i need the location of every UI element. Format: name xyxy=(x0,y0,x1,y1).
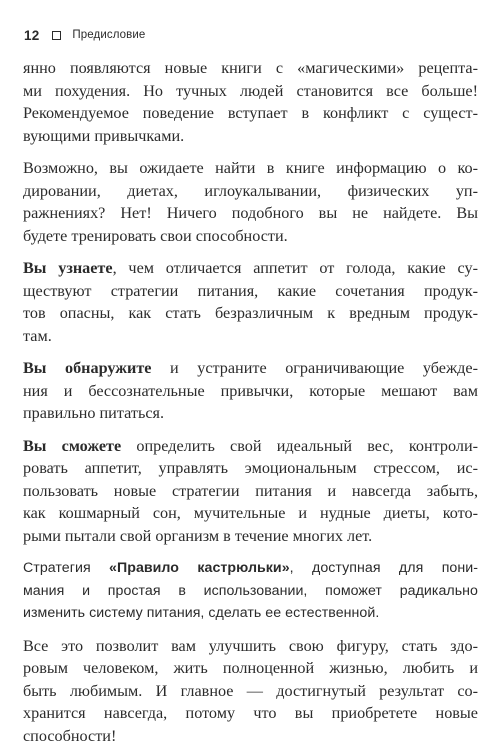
text-line: как кошмарный сон, мучительные и нудные диеты, кото- xyxy=(23,504,478,522)
text-line: будете тренировать свои способности. xyxy=(23,226,288,245)
text-line: ния и бессознательные привычки, которые мешают вам xyxy=(23,381,478,400)
text-line: правильно питаться. xyxy=(23,404,165,422)
text-line: янно появляются новые книги с «магическими» рецепта- xyxy=(23,59,478,77)
text-fragment: Стратегия xyxy=(23,560,110,576)
text-line xyxy=(23,435,478,458)
text-line: вующими привычками. xyxy=(23,126,185,145)
text-line: ражнениях? Нет! Ничего подобного вы не найдете. Вы xyxy=(23,204,478,222)
running-header xyxy=(24,26,145,44)
body-text xyxy=(23,57,478,747)
text-line: тов опасны, как стать безразличным к вредным продук- xyxy=(23,304,478,322)
paragraph-2 xyxy=(23,157,478,247)
text-line: ми похудения. Но тучных людей становится все больше! xyxy=(23,81,478,100)
text-fragment: и устраните ограничивающие убежде- xyxy=(151,359,478,377)
bold-lead: Вы сможете xyxy=(23,436,122,455)
paragraph-able xyxy=(23,435,478,548)
text-line: ровать аппетит, управлять эмоциональным стрессом, ис- xyxy=(23,459,478,477)
text-line: пользовать новые стратегии питания и навсегда забыть, xyxy=(23,481,478,500)
text-fragment: , чем отличается аппетит от голода, какие су- xyxy=(112,259,478,277)
text-line: там. xyxy=(23,326,52,345)
paragraph-discover xyxy=(23,357,478,425)
text-line: быть любимым. И главное — достигнутый результат со- xyxy=(23,681,478,700)
text-line: дировании, диетах, иглоукалывании, физических уп- xyxy=(23,181,478,200)
text-fragment: , доступная для пони- xyxy=(289,560,478,576)
paragraph-final xyxy=(23,635,478,748)
square-icon xyxy=(52,31,61,40)
paragraph-strategy xyxy=(23,557,478,625)
text-line: ществуют стратегии питания, какие сочетания продук- xyxy=(23,281,478,300)
text-line: мания и простая в использовании, поможет радикально xyxy=(23,582,478,599)
paragraph-1 xyxy=(23,57,478,147)
text-line: изменить систему питания, сделать ее естественной. xyxy=(23,605,380,621)
page-number: 12 xyxy=(24,27,40,43)
text-line: Все это позволит вам улучшить свою фигуру, стать здо- xyxy=(23,636,478,655)
text-line xyxy=(23,257,478,280)
text-line: рыми пытали свой организм в течение многих лет. xyxy=(23,526,373,545)
bold-lead: Вы узнаете xyxy=(23,259,113,277)
book-page xyxy=(23,0,478,753)
text-line: ровым человеком, жить полноценной жизнью, любить и xyxy=(23,659,478,677)
text-line: Рекомендуемое поведение вступает в конфликт с сущест- xyxy=(23,104,478,122)
text-fragment: определить свой идеальный вес, контроли- xyxy=(121,436,478,455)
text-line: способности! xyxy=(23,726,117,745)
section-title: Предисловие xyxy=(72,29,146,41)
text-line: Возможно, вы ожидаете найти в книге информацию о ко- xyxy=(23,159,478,177)
text-line xyxy=(23,557,478,580)
paragraph-learn xyxy=(23,257,478,347)
bold-lead: Вы обнаружите xyxy=(23,359,152,377)
text-line xyxy=(23,357,478,380)
text-line: хранится навсегда, потому что вы приобретете новые xyxy=(23,704,478,722)
strategy-name: «Правило кастрюльки» xyxy=(109,560,290,576)
